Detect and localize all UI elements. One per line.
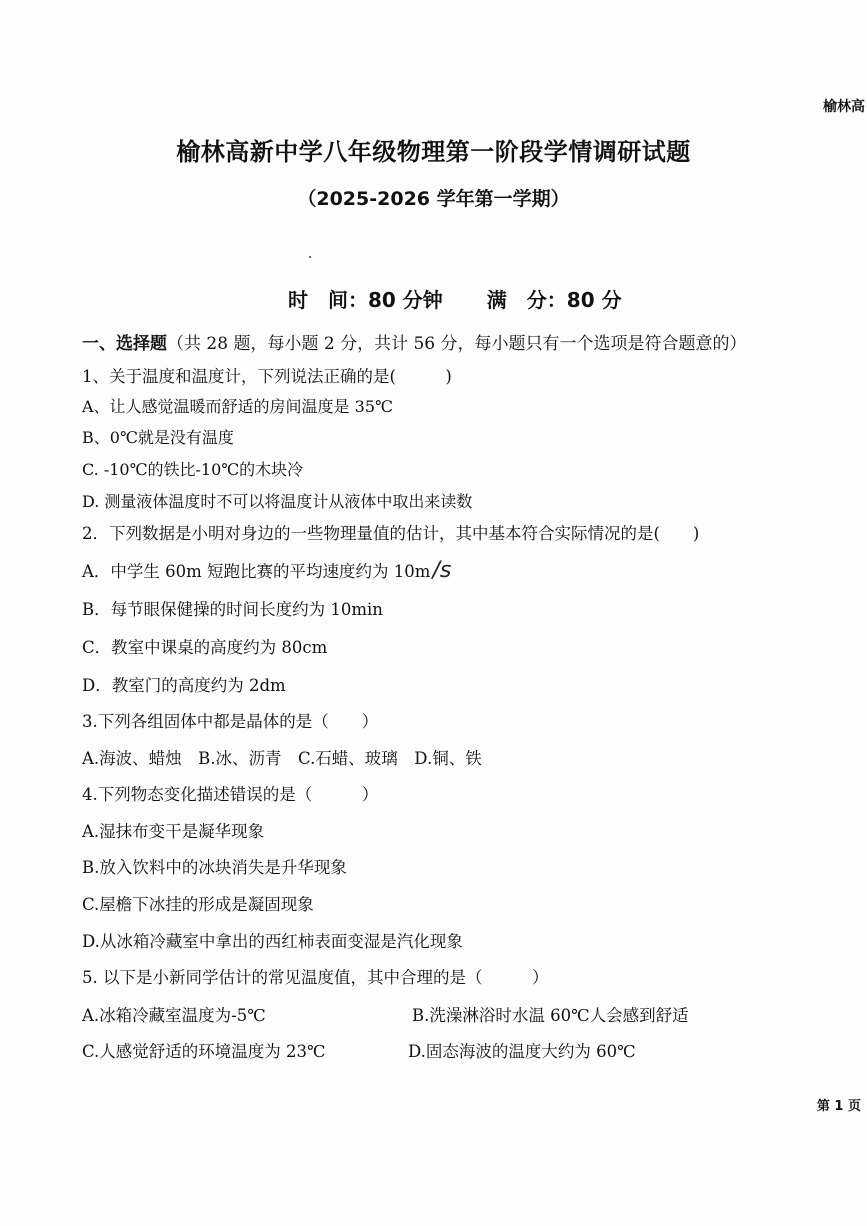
page-number: 第 1 页 [816, 1099, 861, 1114]
corner-school-tag: 榆林高 [823, 99, 865, 115]
q3-options: A.海波、蜡烛 B.冰、沥青 C.石蜡、玻璃 D.铜、铁 [82, 749, 482, 768]
q2-option-d: D．教室门的高度约为 2dm [82, 676, 286, 695]
q1-option-b: B、0℃就是没有温度 [82, 428, 234, 447]
q2-option-c: C．教室中课桌的高度约为 80cm [82, 638, 328, 657]
q4-option-d: D.从冰箱冷藏室中拿出的西红柿表面变湿是汽化现象 [82, 932, 463, 951]
section-note: （共 28 题，每小题 2 分，共计 56 分，每小题只有一个选项是符合题意的） [167, 334, 747, 354]
q2-option-a-text: A．中学生 60m 短跑比赛的平均速度约为 10m [82, 562, 431, 581]
q2-option-b: B．每节眼保健操的时间长度约为 10min [82, 600, 383, 619]
section-title: 一、选择题 [82, 334, 167, 354]
exam-subtitle: （2025-2026 学年第一学期） [297, 188, 570, 210]
q2-option-a [82, 558, 451, 583]
time-limit: 时 间：80 分钟 [288, 288, 443, 312]
q1-option-d: D. 测量液体温度时不可以将温度计从液体中取出来读数 [82, 492, 473, 511]
q1-option-a: A、让人感觉温暖而舒适的房间温度是 35℃ [82, 397, 393, 416]
q1-option-c: C. -10℃的铁比-10℃的木块冷 [82, 460, 304, 479]
section-heading [82, 329, 747, 354]
q5-option-b: B.洗澡淋浴时水温 60℃人会感到舒适 [412, 1006, 689, 1025]
q4-stem: 4.下列物态变化描述错误的是（ ） [82, 785, 379, 804]
q4-option-a: A.湿抹布变干是凝华现象 [82, 822, 265, 841]
exam-info [288, 284, 622, 313]
q1-stem: 1、关于温度和温度计，下列说法正确的是( ) [82, 367, 452, 386]
q5-option-c: C.人感觉舒适的环境温度为 23℃ [82, 1042, 326, 1061]
q3-stem: 3.下列各组固体中都是晶体的是（ ） [82, 712, 379, 731]
q5-option-a: A.冰箱冷藏室温度为-5℃ [82, 1006, 266, 1025]
q4-option-b: B.放入饮料中的冰块消失是升华现象 [82, 858, 347, 877]
exam-title: 榆林高新中学八年级物理第一阶段学情调研试题 [176, 138, 691, 166]
q5-option-d: D.固态海波的温度大约为 60℃ [408, 1042, 636, 1061]
full-score: 满 分：80 分 [486, 288, 622, 312]
q5-stem: 5. 以下是小新同学估计的常见温度值，其中合理的是（ ） [82, 968, 549, 987]
q4-option-c: C.屋檐下冰挂的形成是凝固现象 [82, 895, 314, 914]
q2-stem: 2．下列数据是小明对身边的一些物理量值的估计，其中基本符合实际情况的是( ) [82, 524, 700, 543]
stray-mark [309, 256, 311, 258]
handwritten-unit: /s [432, 558, 452, 583]
